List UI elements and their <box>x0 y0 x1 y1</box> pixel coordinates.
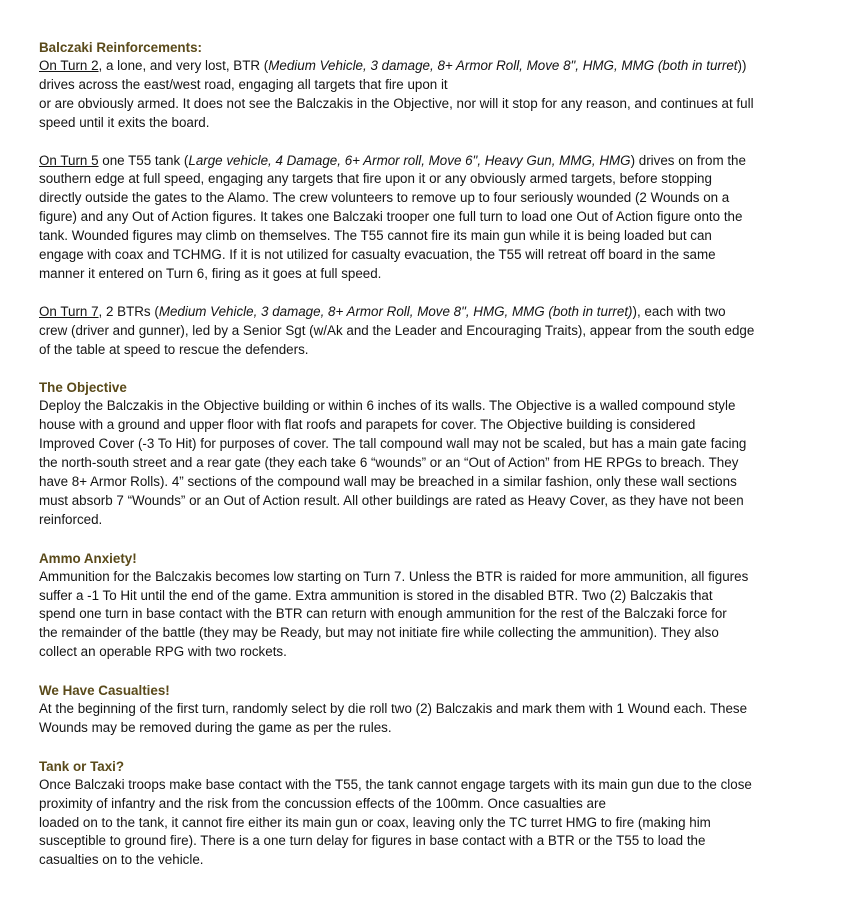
document-page <box>39 38 823 870</box>
text-line: have 8+ Armor Rolls). 4” sections of the compound wall may be breached in a similar fashion, only these wall sections <box>39 473 737 489</box>
text-line: reinforced. <box>39 511 103 527</box>
text-run: , a lone, and very lost, BTR ( <box>98 58 269 73</box>
text-run: ) drives on from the <box>630 152 746 168</box>
text-line: crew (driver and gunner), led by a Senior Sgt (w/Ak and the Leader and Encouraging Traits), appear from the south edge <box>39 322 755 338</box>
text-line: proximity of infantry and the risk from the concussion effects of the 100mm. Once casualties are <box>39 795 606 811</box>
text-run: , 2 BTRs ( <box>98 303 159 319</box>
text-run: one T55 tank ( <box>98 152 189 168</box>
vehicle-stats: Large vehicle, 4 Damage, 6+ Armor roll, Move 6", Heavy Gun, MMG, HMG <box>188 152 631 168</box>
section-reinforcements <box>39 38 823 359</box>
text-line: susceptible to ground fire). There is a one turn delay for figures in base contact with a BTR or the T55 to load the <box>39 833 706 849</box>
section-casualties <box>39 681 823 738</box>
text-line: spend one turn in base contact with the BTR can return with enough ammunition for the rest of the Balczaki force for <box>39 606 727 622</box>
turn-label: On Turn 5 <box>39 152 99 168</box>
section-heading-taxi: Tank or Taxi? <box>39 758 125 774</box>
vehicle-stats: Medium Vehicle, 3 damage, 8+ Armor Roll, Move 8", HMG, MMG (both in turret <box>268 58 738 73</box>
text-line: suffer a -1 To Hit until the end of the game. Extra ammunition is stored in the disabled BTR. Two (2) Balczakis that <box>39 587 713 603</box>
paragraph-taxi <box>39 776 823 871</box>
text-line: collect an operable RPG with two rockets. <box>39 644 287 660</box>
text-line: Once Balczaki troops make base contact with the T55, the tank cannot engage targets with its main gun due to the close <box>39 776 752 792</box>
text-line: manner it entered on Turn 6, firing as it goes at full speed. <box>39 265 382 281</box>
section-heading-ammo: Ammo Anxiety! <box>39 550 137 566</box>
text-line: Deploy the Balczakis in the Objective building or within 6 inches of its walls. The Objective is a walled compound style <box>39 398 736 414</box>
turn-label: On Turn 7 <box>39 303 99 319</box>
text-line <box>39 152 823 171</box>
section-heading-casualties: We Have Casualties! <box>39 683 170 699</box>
vehicle-stats: Medium Vehicle, 3 damage, 8+ Armor Roll, Move 8", HMG, MMG (both in turret) <box>158 303 633 319</box>
text-line: engage with coax and TCHMG. If it is not utilized for casualty evacuation, the T55 will retreat off board in the same <box>39 247 716 263</box>
paragraph-casualties <box>39 700 823 738</box>
text-line: tank. Wounded figures may climb on themselves. The T55 cannot fire its main gun while it is being loaded but can <box>39 228 712 244</box>
paragraph-turn-7 <box>39 303 823 360</box>
text-line: speed until it exits the board. <box>39 114 210 130</box>
text-line: southern edge at full speed, engaging any targets that fire upon it or any obviously armed targets, before stopping <box>39 171 712 187</box>
section-heading-reinforcements: Balczaki Reinforcements: <box>39 40 202 55</box>
turn-label: On Turn 2 <box>39 58 99 73</box>
paragraph-objective <box>39 397 823 529</box>
paragraph-turn-2 <box>39 57 823 133</box>
text-line <box>39 57 823 76</box>
text-line: At the beginning of the first turn, randomly select by die roll two (2) Balczakis and mark them with 1 Wound each. These <box>39 701 748 717</box>
text-line: the north-south street and a rear gate (they each take 6 “wounds” or an “Out of Action” from HE RPGs to breach. They <box>39 455 739 471</box>
text-line: directly outside the gates to the Alamo. The crew volunteers to remove up to four seriously wounded (2 Wounds on a <box>39 190 730 206</box>
section-taxi <box>39 757 823 871</box>
paragraph-ammo <box>39 568 823 663</box>
text-line: or are obviously armed. It does not see the Balczakis in the Objective, nor will it stop for any reason, and continues at full <box>39 95 754 111</box>
paragraph-turn-5 <box>39 152 823 284</box>
text-line: Ammunition for the Balczakis becomes low starting on Turn 7. Unless the BTR is raided for more ammunition, all figures <box>39 568 749 584</box>
text-line: of the table at speed to rescue the defenders. <box>39 341 309 357</box>
text-line: the remainder of the battle (they may be Ready, but may not initiate fire while collecting the ammunition). They also <box>39 625 719 641</box>
section-heading-objective: The Objective <box>39 380 127 396</box>
text-line: Wounds may be removed during the game as per the rules. <box>39 719 392 735</box>
text-line: Improved Cover (-3 To Hit) for purposes of cover. The tall compound wall may not be scaled, but has a main gate facing <box>39 436 747 452</box>
text-line: must absorb 7 “Wounds” or an Out of Action result. All other buildings are rated as Heavy Cover, as they have not been <box>39 492 744 508</box>
section-objective <box>39 378 823 529</box>
text-line: casualties on to the vehicle. <box>39 852 204 868</box>
text-line: house with a ground and upper floor with flat roofs and parapets for cover. The Objective building is considered <box>39 417 696 433</box>
text-line: figure) and any Out of Action figures. It takes one Balczaki trooper one full turn to load one Out of Action figure onto the <box>39 209 743 225</box>
text-line <box>39 303 823 322</box>
section-ammo <box>39 549 823 663</box>
text-run: )) <box>737 58 747 73</box>
text-run: ), each with two <box>632 303 726 319</box>
text-line: drives across the east/west road, engaging all targets that fire upon it <box>39 76 448 92</box>
text-line: loaded on to the tank, it cannot fire either its main gun or coax, leaving only the TC turret HMG to fire (making him <box>39 814 711 830</box>
